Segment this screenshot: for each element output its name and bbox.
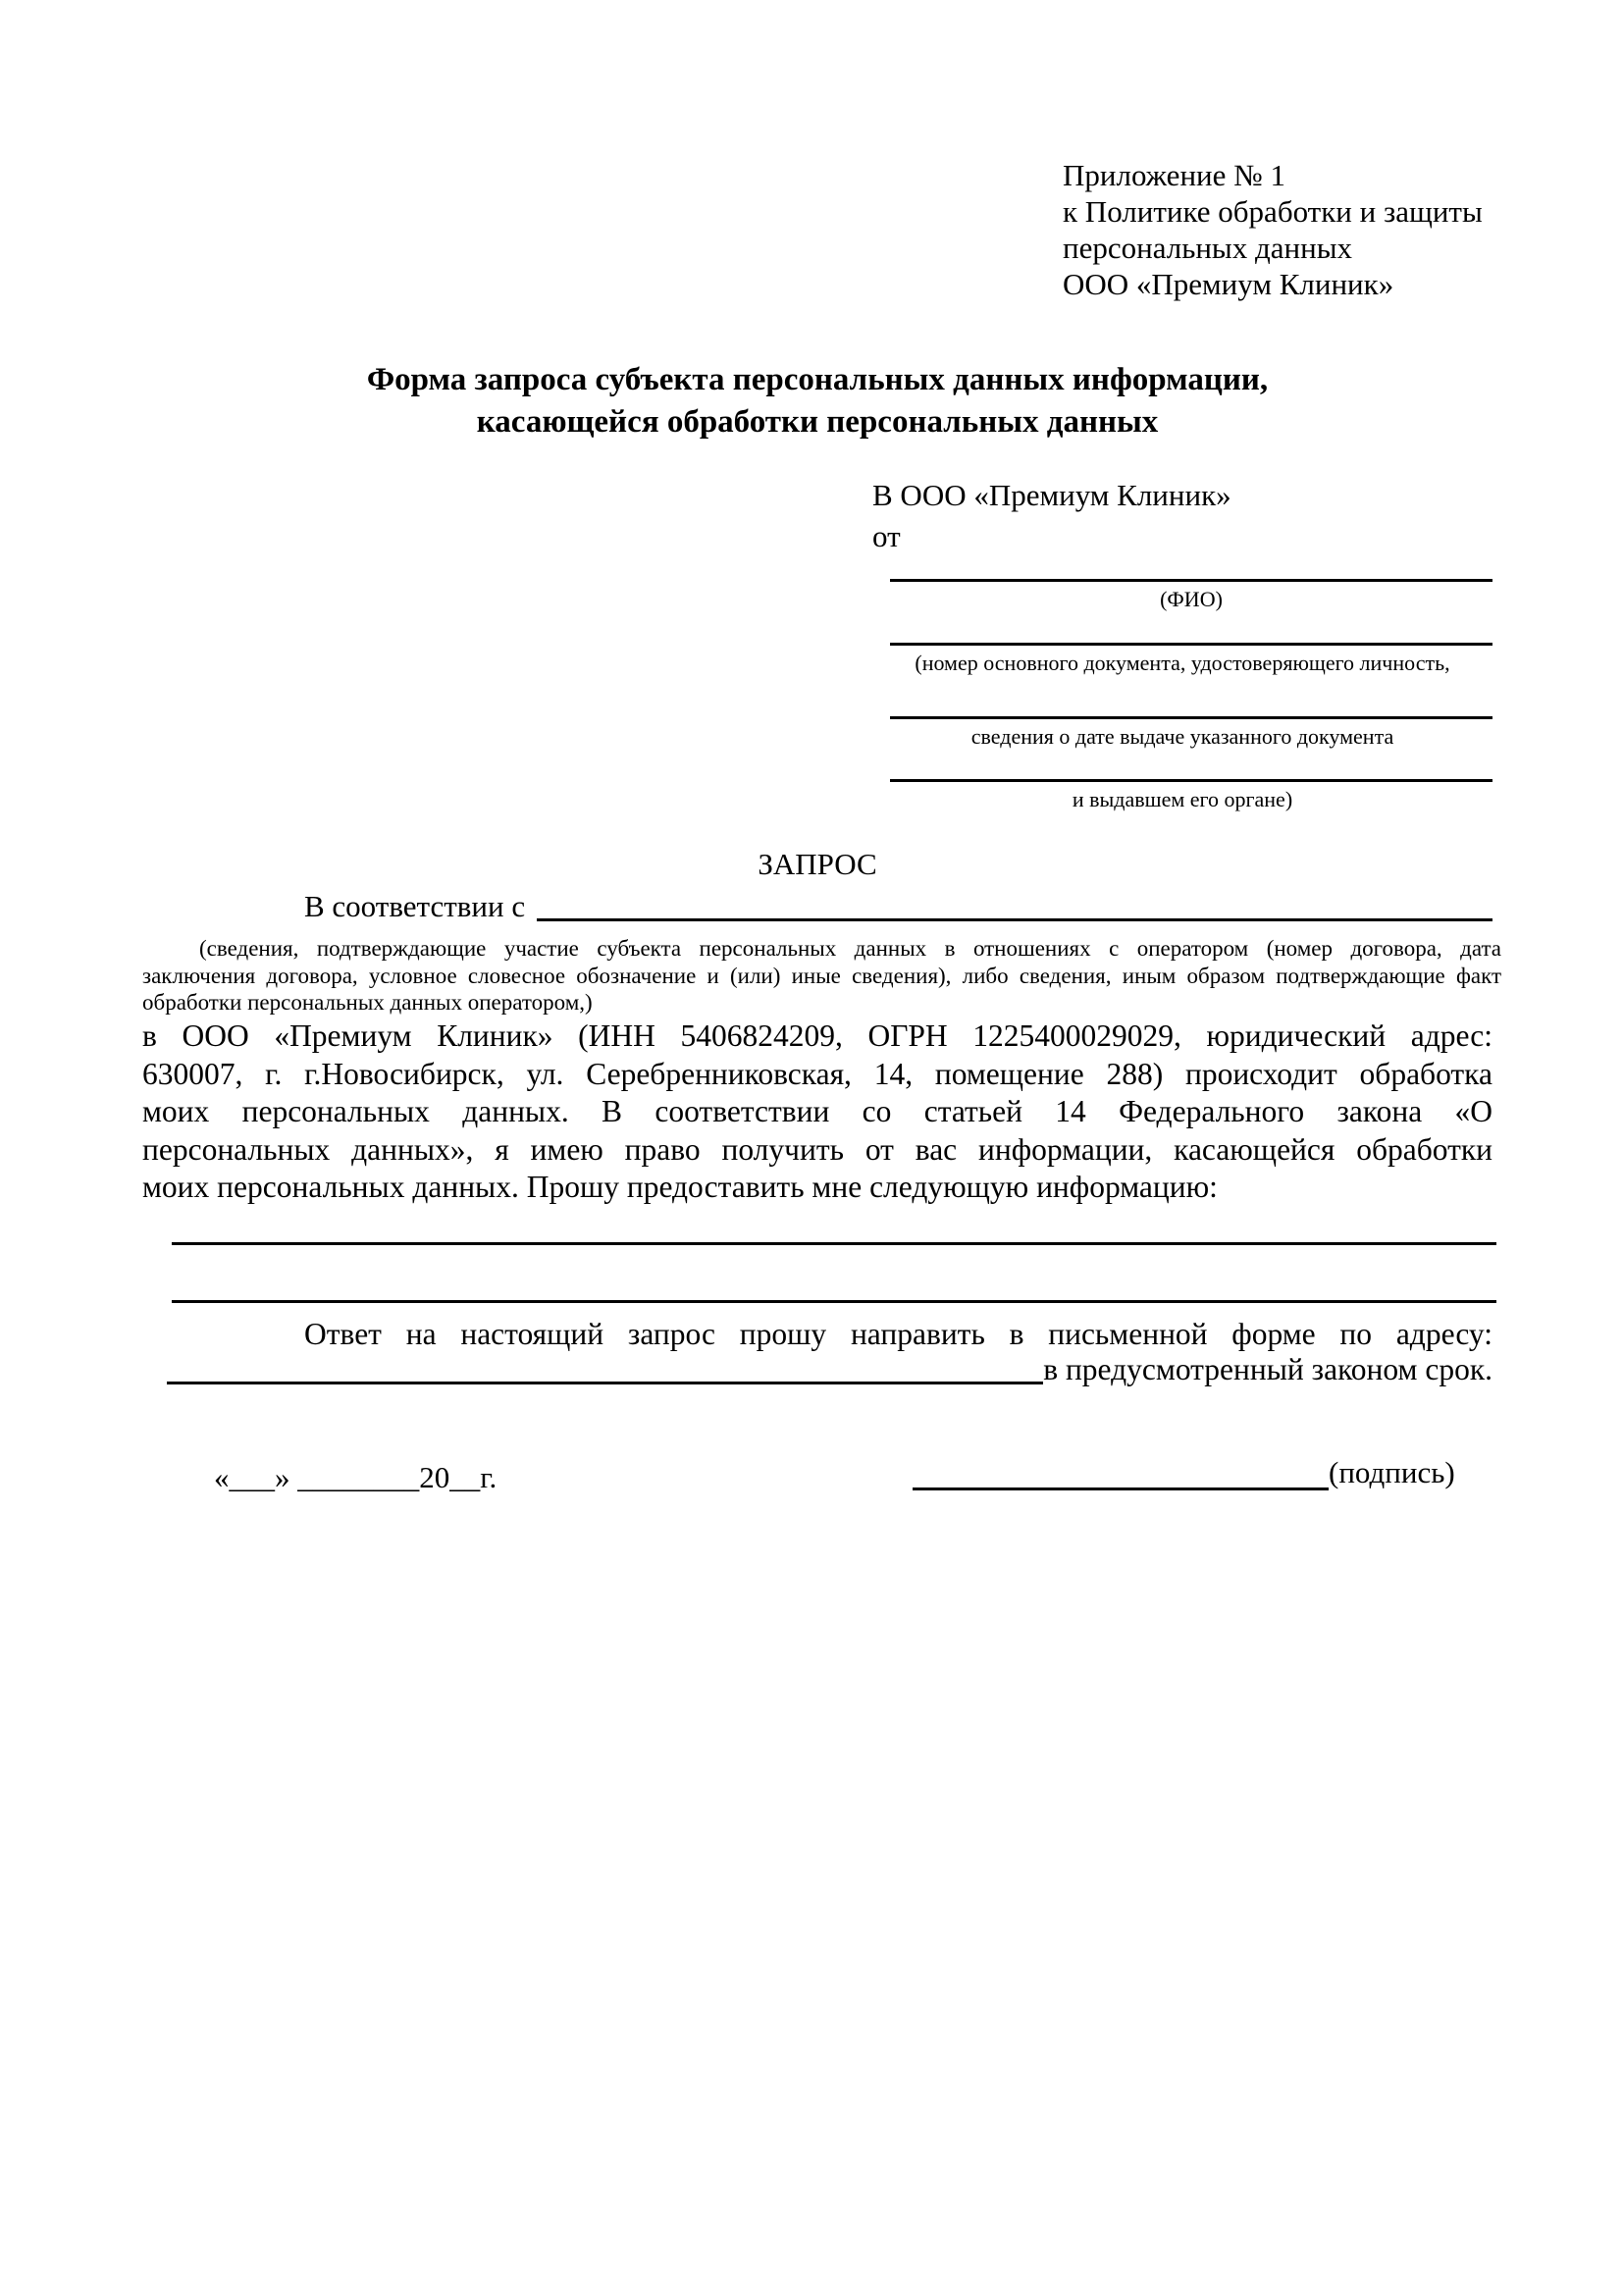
addressee-from-label: от xyxy=(872,519,901,553)
body-line: в ООО «Премиум Клиник» (ИНН 5406824209, ОГРН 1225400029029, юридический адрес: xyxy=(142,1018,1492,1053)
fio-blank-line xyxy=(890,579,1492,582)
request-body xyxy=(142,1018,1492,1207)
issuing-authority-caption: и выдавшем его органе) xyxy=(1072,787,1293,811)
body-line: моих персональных данных. В соответствии со статьей 14 Федерального закона «О xyxy=(142,1094,1492,1128)
issue-date-caption: сведения о дате выдаче указанного документа xyxy=(970,724,1394,749)
requested-info-blank-line-1 xyxy=(172,1242,1496,1245)
issue-date-blank-line xyxy=(890,716,1492,719)
identity-document-caption: (номер основного документа, удостоверяющего личность, xyxy=(915,651,1450,675)
footnote-line: обработки персональных данных оператором,) xyxy=(142,990,593,1015)
signature-blank-line xyxy=(913,1454,1329,1490)
fio-caption: (ФИО) xyxy=(1160,587,1223,611)
body-line: персональных данных», я имею право получить от вас информации, касающейся обработки xyxy=(142,1131,1492,1167)
appendix-line: к Политике обработки и защиты xyxy=(1063,194,1483,229)
appendix-line: Приложение № 1 xyxy=(1063,158,1285,192)
form-title xyxy=(142,359,1492,444)
operator-footnote xyxy=(142,935,1501,1017)
appendix-line: ООО «Премиум Клиник» xyxy=(1063,267,1394,301)
reply-address-row xyxy=(142,1351,1492,1388)
footnote-line: (сведения, подтверждающие участие субъекта персональных данных в отношениях с оператором (номер договора, дата xyxy=(199,936,1501,961)
form-title-line-2: касающейся обработки персональных данных xyxy=(476,404,1159,440)
reply-suffix: в предусмотренный законом срок. xyxy=(1043,1352,1492,1386)
reply-address-blank-line xyxy=(167,1382,1043,1384)
footnote-line: заключения договора, условное словесное обозначение и (или) иные сведения), либо сведения, иным образом подтверждающие факт xyxy=(142,963,1501,988)
issuing-authority-blank-line xyxy=(890,779,1492,782)
appendix-line: персональных данных xyxy=(1063,231,1353,265)
requested-info-blank-line-2 xyxy=(172,1300,1496,1303)
accordance-line xyxy=(142,888,1492,925)
addressee-to: В ООО «Премиум Клиник» xyxy=(872,478,1231,512)
accordance-blank-line xyxy=(537,918,1492,921)
form-title-line-1: Форма запроса субъекта персональных данных информации, xyxy=(366,362,1269,397)
signature-block xyxy=(913,1454,1455,1490)
reply-paragraph: Ответ на настоящий запрос прошу направить в письменной форме по адресу: xyxy=(304,1317,1492,1351)
signature-caption: (подпись) xyxy=(1329,1455,1455,1489)
date-field: «___» ________20__г. xyxy=(214,1460,497,1494)
identity-document-blank-line xyxy=(890,643,1492,646)
request-heading: ЗАПРОС xyxy=(758,847,877,881)
accordance-prefix: В соответствии с xyxy=(304,889,526,923)
body-line: моих персональных данных. Прошу предоставить мне следующую информацию: xyxy=(142,1170,1218,1204)
body-line: 630007, г. г.Новосибирск, ул. Серебренниковская, 14, помещение 288) происходит обработка xyxy=(142,1056,1492,1091)
appendix-block xyxy=(1063,157,1483,302)
